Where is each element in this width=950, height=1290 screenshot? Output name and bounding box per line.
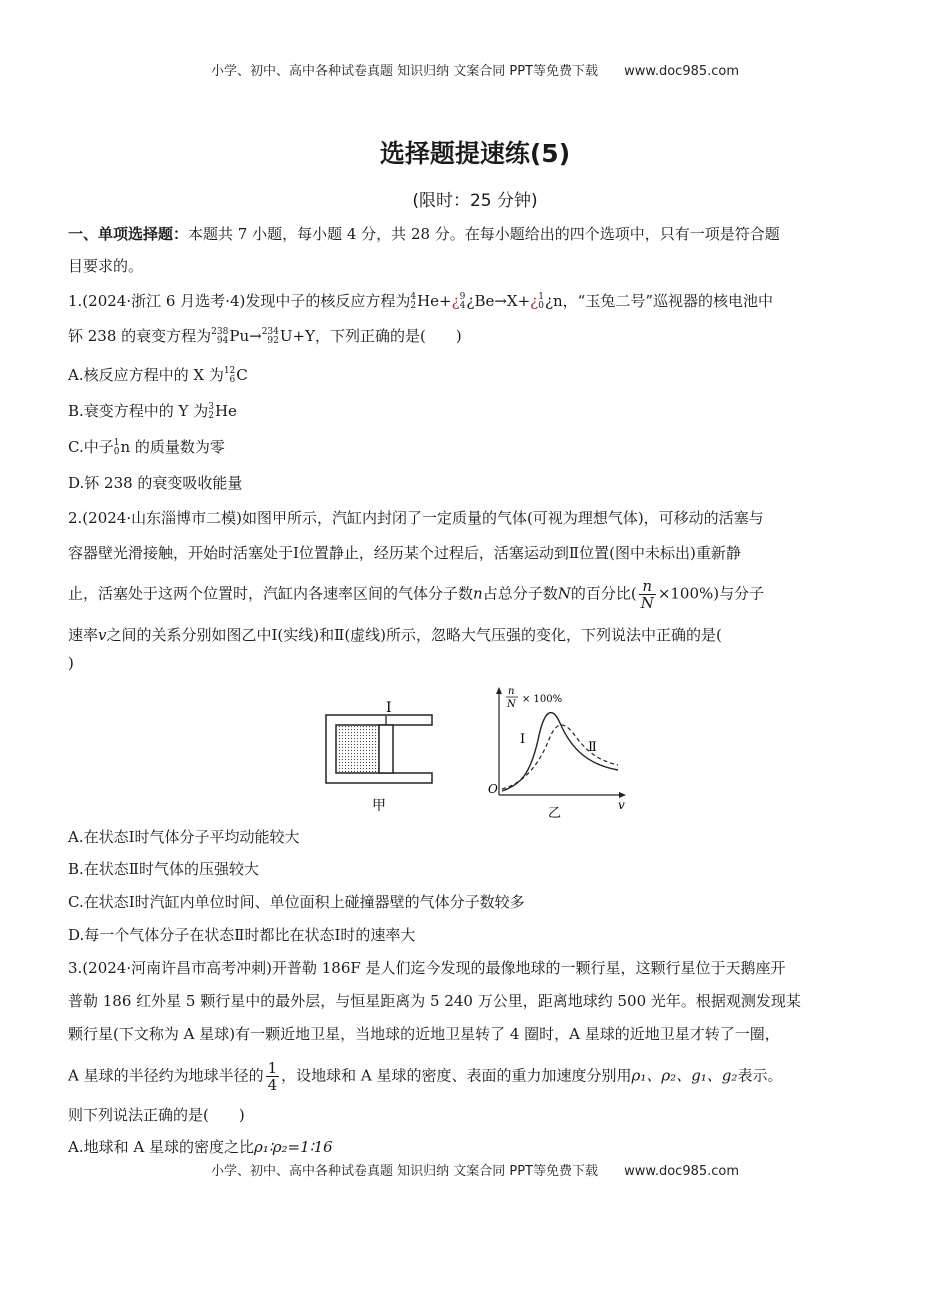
q1-line-1 (68, 290, 888, 312)
q2-line-2: 容器壁光滑接触，开始时活塞处于Ⅰ位置静止，经历某个过程后，活塞运动到Ⅱ位置(图中未标出)重新静 (68, 544, 741, 562)
q1-option-d[interactable]: D.钚 238 的衰变吸收能量 (68, 474, 243, 492)
curve-I-solid (502, 713, 618, 791)
y-label-N: N (507, 699, 516, 710)
n-symbol: ¿n， (544, 292, 578, 310)
q2-line-1: 2.(2024·山东淄博市二模)如图甲所示，汽缸内封闭了一定质量的气体(可视为理想气体)，可移动的活塞与 (68, 509, 764, 527)
piston (379, 725, 393, 773)
q1-option-a[interactable]: A.核反应方程中的 X 为 12 6 C (68, 366, 248, 385)
q2-option-c[interactable]: C.在状态Ⅰ时汽缸内单位时间、单位面积上碰撞器壁的气体分子数较多 (68, 893, 525, 911)
q2-option-d[interactable]: D.每一个气体分子在状态Ⅱ时都比在状态Ⅰ时的速率大 (68, 926, 416, 944)
q3-option-a[interactable]: A.地球和 A 星球的密度之比ρ₁∶ρ₂=1∶16 (68, 1138, 333, 1156)
q2-option-a[interactable]: A.在状态Ⅰ时气体分子平均动能较大 (68, 828, 300, 846)
y-label-tail: × 100% (522, 694, 563, 705)
section-intro-line-2: 目要求的。 (68, 257, 144, 275)
q2-option-b[interactable]: B.在状态Ⅱ时气体的压强较大 (68, 860, 259, 878)
curve-I-label: Ⅰ (520, 732, 526, 747)
origin-label: O (488, 782, 498, 796)
q3-line-2: 普勒 186 红外星 5 颗行星中的最外层，与恒星距离为 5 240 万公里，距离地球约 500 光年。根据观测发现某 (68, 992, 801, 1010)
q3-line-4: A 星球的半径约为地球半径的 $\frac{1}{4}$ ，设地球和 A 星球的密度、表面的重力加速度分别用ρ₁、ρ₂、g₁、g₂表示。 (68, 1059, 783, 1094)
fraction-one-quarter: $\frac{1}{4}$ (267, 1059, 278, 1094)
fraction-n-over-N: $\frac{n}{N}$ (640, 577, 654, 612)
he-nuclide: 4 2 (410, 292, 417, 311)
x-axis-label: v (618, 798, 625, 812)
section-text: 本题共 7 小题，每小题 4 分，共 28 分。在每小题给出的四个选项中，只有一项是符合题 (188, 225, 780, 243)
q2-line-5: ) (68, 654, 74, 672)
q1-option-c[interactable]: C.中子 1 0 n 的质量数为零 (68, 438, 225, 457)
q3-line-1: 3.(2024·河南许昌市高考冲刺)开普勒 186F 是人们迄今发现的最像地球的一颗行星，这颗行星位于天鹅座开 (68, 959, 786, 977)
be-symbol: ¿Be→X+ (466, 292, 531, 310)
q1-text: 1.(2024·浙江 6 月选考·4)发现中子的核反应方程为 (68, 292, 411, 310)
q1-line-2 (68, 325, 888, 347)
page-header (0, 60, 950, 79)
n-nuclide: 1 0 (538, 292, 544, 311)
header-url[interactable]: www.doc985.com (624, 64, 740, 79)
q2-line-4: 速率v之间的关系分别如图乙中Ⅰ(实线)和Ⅱ(虚线)所示，忽略大气压强的变化，下列说法中正确的是( (68, 626, 722, 644)
pu-symbol: Pu→ (229, 327, 262, 345)
piston-position-label: Ⅰ (386, 700, 392, 716)
q3-line-5: 则下列说法正确的是( ) (68, 1106, 245, 1124)
q1-text-2: 钚 238 的衰变方程为 (68, 327, 212, 345)
gas-region (337, 726, 379, 772)
pu-nuclide: 238 94 (211, 327, 229, 346)
he-symbol: He+ (417, 292, 452, 310)
u-symbol: U+Y，下列正确的是( ) (279, 327, 462, 345)
figure-distribution (480, 685, 630, 820)
garbled-char: ¿ (530, 292, 539, 310)
page-title: 选择题提速练(5) (379, 139, 571, 168)
q1-text-b: “玉兔二号”巡视器的核电池中 (577, 292, 773, 310)
y-label-n: n (508, 686, 515, 697)
u-nuclide: 234 92 (261, 327, 279, 346)
page-subtitle: (限时：25 分钟) (412, 191, 538, 211)
figure-cylinder (320, 695, 440, 815)
q2-line-3: 止，活塞处于这两个位置时，汽缸内各速率区间的气体分子数n占总分子数N的百分比( $\frac{n}{N}$ ×100%)与分子 (68, 577, 765, 612)
garbled-char: ¿ (451, 292, 460, 310)
be-nuclide: 9 4 (459, 292, 466, 311)
section-heading: 一、单项选择题： (68, 225, 189, 243)
page-footer (0, 1160, 950, 1179)
curve-II-label: Ⅱ (588, 740, 597, 755)
figure-jia-label: 甲 (372, 798, 386, 814)
footer-url[interactable]: www.doc985.com (624, 1164, 740, 1179)
header-text: 小学、初中、高中各种试卷真题 知识归纳 文案合同 PPT等免费下载 (210, 64, 598, 79)
q1-option-b[interactable]: B.衰变方程中的 Y 为 3 2 He (68, 402, 237, 421)
section-intro-line-1 (68, 223, 888, 245)
footer-text: 小学、初中、高中各种试卷真题 知识归纳 文案合同 PPT等免费下载 (210, 1164, 598, 1179)
figure-yi-label: 乙 (548, 806, 562, 820)
q3-line-3: 颗行星(下文称为 A 星球)有一颗近地卫星，当地球的近地卫星转了 4 圈时，A 星球的近地卫星才转了一圈， (68, 1025, 780, 1043)
